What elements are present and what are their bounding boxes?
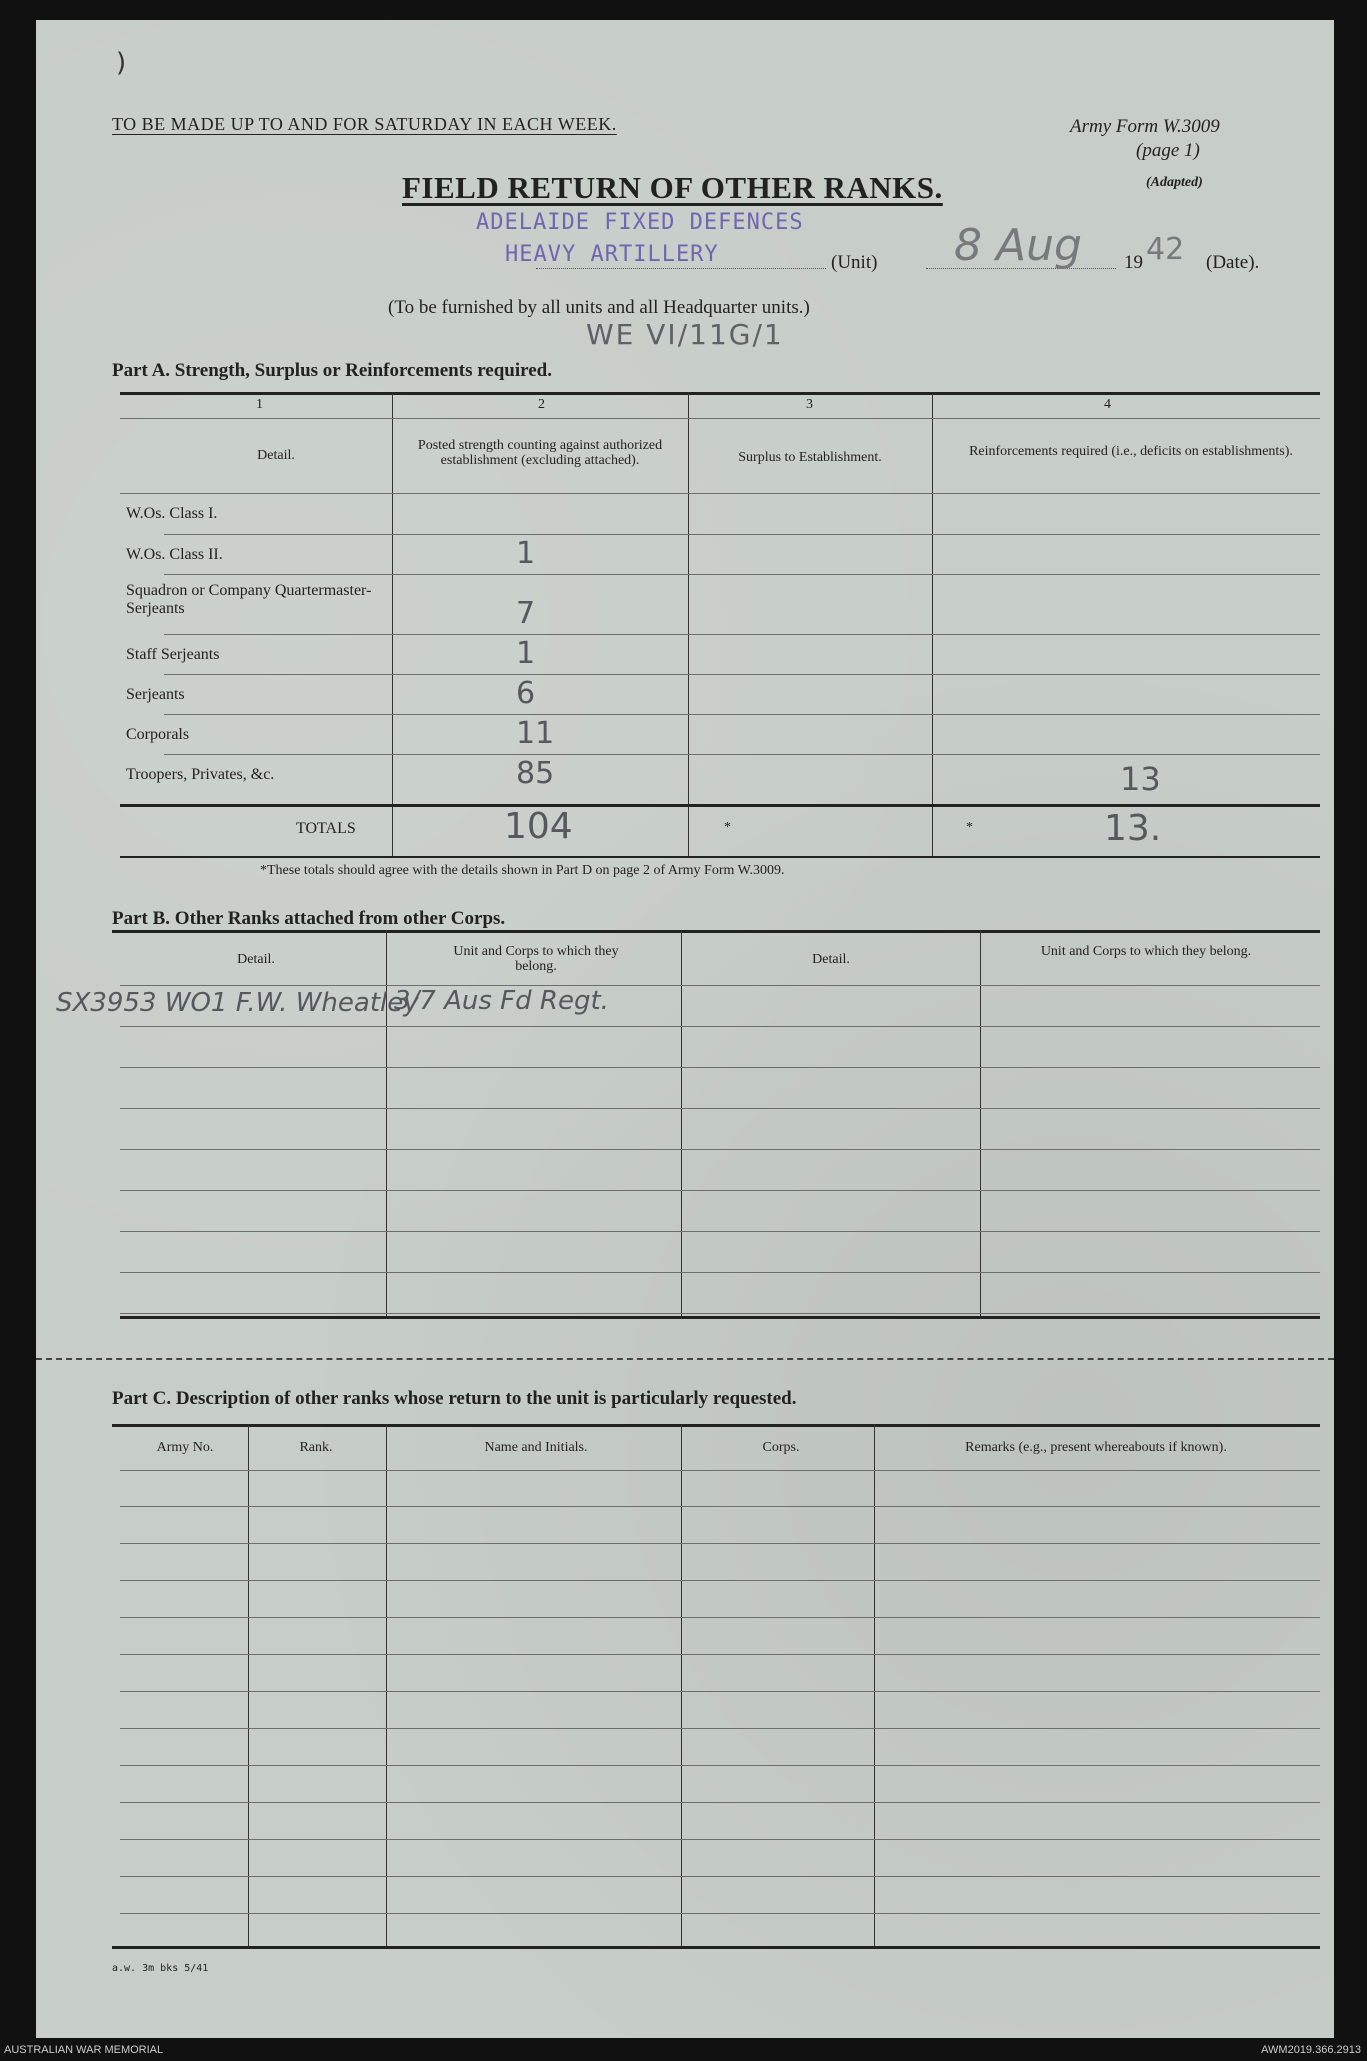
col-number-3: 3 [806,397,813,412]
part-a-bottom-rule [120,856,1320,858]
totals-posted: 104 [504,806,573,847]
totals-surplus-mark: * [724,820,731,835]
part-b-col-detail-2: Detail. [812,952,850,967]
totals-label: TOTALS [296,820,356,837]
totals-reinf: 13. [1104,808,1162,849]
part-a-row-rule [164,634,1320,635]
handwritten-date: 8 Aug [954,220,1082,271]
print-code: a.w. 3m bks 5/41 [112,1963,209,1974]
archive-bar [0,2040,1367,2061]
part-a-row-reinforcements: 13 [1120,760,1161,798]
col-header-detail: Detail. [257,448,295,463]
part-c-row-rule [120,1802,1320,1803]
part-a-row-rule [164,534,1320,535]
part-b-row-rule [120,1026,1320,1027]
part-c-vline-2 [386,1424,387,1946]
part-a-top-rule [120,392,1320,395]
part-a-vline-2 [688,392,689,857]
totals-top-rule [120,804,1320,807]
part-b-entry-detail: SX3953 WO1 F.W. Wheatley [56,988,419,1018]
part-a-row-posted: 7 [516,596,536,631]
part-a-row-rule [164,714,1320,715]
furnished-note: (To be furnished by all units and all Headquarter units.) [388,297,810,318]
totals-reinf-mark: * [966,820,973,835]
year-prefix: 19 [1124,252,1143,273]
part-b-row-rule [120,1067,1320,1068]
part-b-vline-2 [681,930,682,1318]
part-b-row-rule [120,1313,1320,1314]
unit-stamp-line2: HEAVY ARTILLERY [505,242,719,267]
part-a-row-posted: 85 [516,756,555,791]
part-c-row-rule [120,1876,1320,1877]
part-b-bottom-rule [120,1316,1320,1319]
part-c-vline-1 [248,1424,249,1946]
page-title: FIELD RETURN OF OTHER RANKS. [402,170,943,205]
part-c-row-rule [120,1765,1320,1766]
we-annotation: WE VI/11G/1 [586,318,784,351]
form-number: Army Form W.3009 [1070,116,1220,137]
part-b-row-rule [120,1231,1320,1232]
part-c-row-rule [120,1691,1320,1692]
part-b-row-rule [120,1272,1320,1273]
part-b-col-unit-2: Unit and Corps to which they belong. [1040,944,1252,959]
part-a-row-rule [164,754,1320,755]
part-b-header-rule [120,985,1320,986]
part-a-row-detail: Troopers, Privates, &c. [126,766,275,783]
part-c-col-army-no: Army No. [156,1440,214,1455]
part-b-row-rule [120,1149,1320,1150]
adapted-note: (Adapted) [1146,175,1203,190]
part-a-row-detail: W.Os. Class II. [126,546,223,563]
part-c-row-rule [120,1543,1320,1544]
unit-dotted-line [536,268,826,269]
part-a-row-rule [164,674,1320,675]
perforation-line [36,1358,1334,1360]
part-a-footnote: *These totals should agree with the details shown in Part D on page 2 of Army Form W.3009. [260,863,785,878]
part-b-col-unit-1: Unit and Corps to which they belong. [453,944,619,974]
archive-left-label: AUSTRALIAN WAR MEMORIAL [4,2044,164,2056]
part-c-header-rule [120,1470,1320,1471]
part-a-row-detail: Corporals [126,726,190,743]
page-indicator: (page 1) [1136,140,1200,161]
part-c-row-rule [120,1839,1320,1840]
part-c-bottom-rule [112,1946,1320,1949]
part-b-col-detail-1: Detail. [237,952,275,967]
part-a-row-posted: 1 [516,536,536,571]
handwritten-year: 42 [1146,232,1185,267]
part-a-row-posted: 1 [516,636,536,671]
part-b-top-rule [112,930,1320,933]
form-sheet [36,20,1334,2038]
corner-mark: ) [116,48,127,78]
part-c-col-corps: Corps. [762,1440,800,1455]
part-c-row-rule [120,1617,1320,1618]
header-rule [120,493,1320,494]
part-b-vline-3 [980,930,981,1318]
part-c-top-rule [112,1424,1320,1427]
part-a-vline-3 [932,392,933,857]
part-a-row-detail: W.Os. Class I. [126,505,218,522]
part-a-row-detail: Squadron or Company Quartermaster-Serjeants [126,582,372,617]
part-c-col-rank: Rank. [299,1440,333,1455]
part-b-entry-unit: 3/7 Aus Fd Regt. [394,986,609,1016]
part-c-vline-3 [681,1424,682,1946]
part-c-row-rule [120,1654,1320,1655]
part-a-row-detail: Staff Serjeants [126,646,220,663]
top-note: TO BE MADE UP TO AND FOR SATURDAY IN EACH WEEK. [112,114,617,134]
part-b-title: Part B. Other Ranks attached from other Corps. [112,908,506,929]
part-c-row-rule [120,1913,1320,1914]
part-b-row-rule [120,1108,1320,1109]
part-b-row-rule [120,1190,1320,1191]
part-a-row-posted: 6 [516,676,536,711]
part-c-row-rule [120,1728,1320,1729]
part-c-col-remarks: Remarks (e.g., present whereabouts if known). [965,1440,1227,1455]
col-number-1: 1 [256,397,263,412]
part-c-title: Part C. Description of other ranks whose return to the unit is particularly requested. [112,1388,797,1409]
date-label: (Date). [1206,252,1260,273]
part-a-row-detail: Serjeants [126,686,185,703]
part-a-row-posted: 11 [516,716,555,751]
col-number-4: 4 [1104,397,1111,412]
unit-label: (Unit) [831,252,878,273]
col-number-2: 2 [538,397,545,412]
part-c-row-rule [120,1506,1320,1507]
col-header-reinforcements: Reinforcements required (i.e., deficits on establishments). [969,444,1293,459]
col-header-surplus: Surplus to Establishment. [738,450,882,465]
part-a-row-rule [164,574,1320,575]
archive-right-label: AWM2019.366.2913 [1261,2044,1361,2056]
col-number-rule [120,418,1320,419]
unit-stamp-line1: ADELAIDE FIXED DEFENCES [476,210,804,235]
part-c-row-rule [120,1580,1320,1581]
part-a-vline-1 [392,392,393,857]
part-c-vline-4 [874,1424,875,1946]
part-c-col-name: Name and Initials. [484,1440,588,1455]
part-a-title: Part A. Strength, Surplus or Reinforcements required. [112,360,552,381]
col-header-posted: Posted strength counting against authorized establishment (excluding attached). [417,438,663,468]
